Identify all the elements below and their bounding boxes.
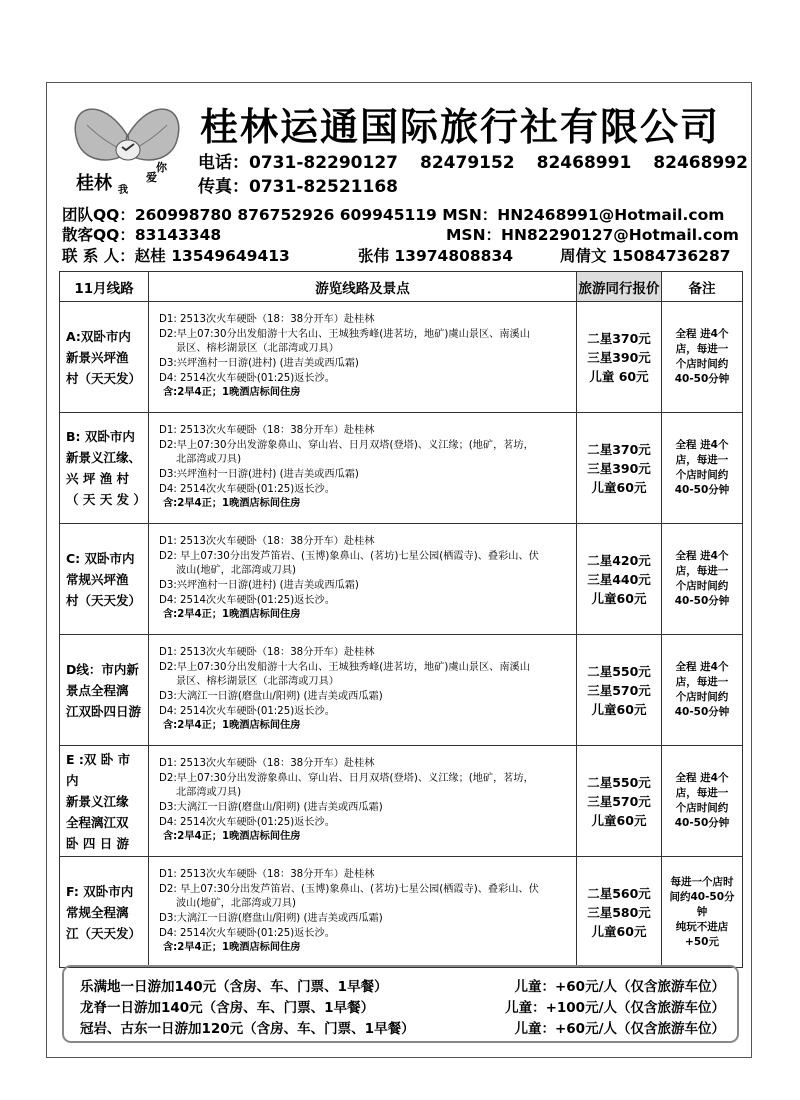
- route-name-line: 村（天天发）: [66, 592, 142, 608]
- table-row: [60, 413, 743, 524]
- note-line: 全程 进4个: [675, 661, 729, 673]
- extra-line: [80, 996, 725, 1016]
- company-name: 桂林运通国际旅行社有限公司: [200, 105, 721, 149]
- logo-sub-2: 爱: [146, 171, 157, 184]
- note-cell: [662, 857, 743, 968]
- itinerary-line: D3:兴坪渔村一日游(进村) (进吉美或西瓜霜): [159, 580, 359, 591]
- route-cell: [60, 635, 149, 746]
- fax-label: 传真：: [198, 177, 249, 197]
- route-name-line: D线：市内新: [66, 661, 139, 677]
- note-line: 40-50分钟: [674, 706, 730, 718]
- note-line: 店，每进一: [675, 676, 729, 688]
- table-row: [60, 302, 743, 413]
- itinerary-line: D1: 2513次火车硬卧（18：38分开车）赴桂林: [159, 425, 375, 437]
- note-line: 间约40-50分钟: [669, 890, 735, 918]
- price-line: 三星390元: [587, 460, 651, 476]
- note-line: 全程 进4个: [675, 772, 729, 784]
- itinerary-line: D1: 2513次火车硬卧（18：38分开车）赴桂林: [159, 647, 375, 659]
- itinerary-cell: [149, 524, 577, 635]
- phone-1: 0731-82290127: [249, 153, 398, 173]
- route-name-line: F: 双卧市内: [66, 883, 134, 899]
- itinerary-cell: [149, 302, 577, 413]
- route-cell: [60, 524, 149, 635]
- itinerary-line: D2: 早上07:30分出发芦笛岩、(玉博)象鼻山、(茗坊)七星公园(栖霞寺)、叠彩山、伏: [159, 883, 539, 895]
- extra-line: [80, 975, 725, 995]
- itinerary-line: 波山(地矿，北部湾或刀具): [176, 565, 297, 577]
- route-name-line: 新景兴坪渔: [66, 349, 129, 365]
- route-cell: [60, 302, 149, 413]
- route-name-line: 卧 四 日 游: [66, 835, 130, 851]
- itinerary-line: D2:早上07:30分出发游象鼻山、穿山岩、日月双塔(登塔)、义江缘；(地矿，茗坊，: [159, 772, 534, 784]
- tour-table: [59, 271, 743, 968]
- itinerary-line: D1: 2513次火车硬卧（18：38分开车）赴桂林: [159, 758, 375, 770]
- itinerary-line: 含:2早4正；1晚酒店标间住房: [163, 498, 301, 510]
- price-line: 儿童60元: [591, 812, 647, 828]
- scatter-qq: 散客QQ：83143348: [62, 226, 222, 244]
- itinerary-line: D3:大漓江一日游(磨盘山/阳朔) (进吉美或西瓜霜): [159, 691, 383, 702]
- itinerary-line: 北部湾或刀具): [176, 787, 242, 799]
- price-cell: [577, 524, 662, 635]
- itinerary-line: 含:2早4正；1晚酒店标间住房: [163, 831, 301, 843]
- price-line: 二星370元: [587, 441, 651, 457]
- itinerary-line: D3:大漓江一日游(磨盘山/阳朔) (进吉美或西瓜霜): [159, 913, 383, 924]
- note-line: 全程 进4个: [675, 550, 729, 562]
- itinerary-line: D4: 2514次火车硬卧(01:25)返长沙。: [159, 927, 335, 939]
- itinerary-line: D3:兴坪渔村一日游(进村) (进吉美或西瓜霜): [159, 358, 359, 369]
- itinerary-line: D4: 2514次火车硬卧(01:25)返长沙。: [159, 705, 335, 717]
- extras-box: [62, 965, 739, 1043]
- fax-line: [198, 172, 420, 197]
- itinerary-cell: [149, 635, 577, 746]
- note-cell: [662, 302, 743, 413]
- price-line: 儿童60元: [591, 923, 647, 939]
- extra-tour: 龙脊一日游加140元（含房、车、门票、1早餐）: [80, 1000, 375, 1016]
- table-row: [60, 524, 743, 635]
- itinerary-line: D2:早上07:30分出发船游十大名山、王城独秀峰(进茗坊，地矿)虞山景区、南溪山: [159, 328, 530, 340]
- itinerary-cell: [149, 746, 577, 857]
- fax-number: 0731-82521168: [249, 177, 398, 197]
- phone-label: 电话：: [198, 153, 249, 173]
- note-line: 40-50分钟: [674, 817, 730, 829]
- itinerary-cell: [149, 857, 577, 968]
- note-line: 40-50分钟: [674, 595, 730, 607]
- contact-person-3: 周倩文 15084736287: [560, 247, 731, 265]
- phone-3: 82468991: [536, 153, 632, 173]
- note-cell: [662, 524, 743, 635]
- itinerary-line: 景区、榕杉湖景区（北部湾或刀具）: [176, 343, 339, 355]
- note-line: 全程 进4个: [675, 439, 729, 451]
- extra-tour: 乐满地一日游加140元（含房、车、门票、1早餐）: [80, 979, 388, 995]
- msn-2: MSN：HN82290127@Hotmail.com: [446, 226, 739, 244]
- note-line: 全程 进4个: [675, 328, 729, 340]
- price-line: 三星580元: [587, 904, 651, 920]
- price-cell: [577, 746, 662, 857]
- price-line: 儿童60元: [591, 590, 647, 606]
- phone-line: [198, 148, 770, 173]
- itinerary-line: 含:2早4正；1晚酒店标间住房: [163, 609, 301, 621]
- route-name-line: A:双卧市内: [66, 328, 131, 344]
- price-cell: [577, 635, 662, 746]
- price-line: 二星420元: [587, 552, 651, 568]
- route-name-line: 新景义江缘: [66, 793, 129, 809]
- route-name-line: 常规全程漓: [66, 904, 129, 920]
- route-cell: [60, 746, 149, 857]
- itinerary-line: D4: 2514次火车硬卧(01:25)返长沙。: [159, 594, 335, 606]
- extra-child-price: 儿童：+60元/人（仅含旅游车位）: [514, 1021, 725, 1037]
- itinerary-line: 北部湾或刀具): [176, 454, 242, 466]
- itinerary-line: 波山(地矿，北部湾或刀具): [176, 898, 297, 910]
- route-name-line: 新景义江缘、: [66, 450, 142, 465]
- route-name-line: （ 天 天 发 ）: [66, 492, 146, 507]
- phone-2: 82479152: [420, 153, 515, 173]
- note-line: 店，每进一: [675, 343, 729, 355]
- price-line: 儿童 60元: [589, 368, 649, 384]
- itinerary-line: D1: 2513次火车硬卧（18：38分开车）赴桂林: [159, 314, 375, 326]
- table-row: [60, 635, 743, 746]
- table-row: [60, 746, 743, 857]
- contact-person-1: 联 系 人：赵桂 13549649413: [62, 247, 290, 265]
- table-row: [60, 857, 743, 968]
- itinerary-line: D4: 2514次火车硬卧(01:25)返长沙。: [159, 816, 335, 828]
- itinerary-line: 含:2早4正；1晚酒店标间住房: [163, 942, 301, 954]
- team-qq-line: 团队QQ：260998780 876752926 609945119 MSN：HN2468991@Hotmail.com: [62, 206, 725, 224]
- logo-sub-1: 我: [118, 185, 128, 196]
- extra-child-price: 儿童：+100元/人（仅含旅游车位）: [505, 1000, 725, 1016]
- note-line: 40-50分钟: [674, 484, 730, 496]
- itinerary-line: D4: 2514次火车硬卧(01:25)返长沙。: [159, 372, 335, 384]
- note-cell: [662, 413, 743, 524]
- price-line: 二星550元: [587, 663, 651, 679]
- itinerary-line: D4: 2514次火车硬卧(01:25)返长沙。: [159, 483, 335, 495]
- note-cell: [662, 746, 743, 857]
- note-line: 店，每进一: [675, 565, 729, 577]
- butterfly-logo: [62, 95, 192, 195]
- extra-tour: 冠岩、古东一日游加120元（含房、车、门票、1早餐）: [80, 1021, 415, 1037]
- note-line: 个店时间约: [675, 691, 729, 703]
- note-line: 个店时间约: [675, 358, 729, 370]
- route-name-line: 全程漓江双: [66, 814, 129, 830]
- itinerary-line: 含:2早4正；1晚酒店标间住房: [163, 387, 301, 399]
- note-line: 店，每进一: [675, 787, 729, 799]
- route-name-line: 常规兴坪渔: [66, 571, 129, 587]
- note-line: 个店时间约: [675, 802, 729, 814]
- route-name-line: 村（天天发）: [66, 370, 142, 386]
- route-name-line: E :双 卧 市 内: [66, 751, 131, 788]
- route-cell: [60, 857, 149, 968]
- price-line: 三星570元: [587, 682, 651, 698]
- note-line: 每进一个店时: [670, 875, 734, 888]
- route-name-line: 景点全程漓: [66, 682, 129, 698]
- table-header-row: [60, 272, 743, 302]
- price-line: 三星440元: [587, 571, 651, 587]
- contact-person-2: 张伟 13974808834: [358, 247, 514, 265]
- route-name-line: 兴 坪 渔 村: [66, 471, 130, 486]
- itinerary-line: D3:大漓江一日游(磨盘山/阳朔) (进吉美或西瓜霜): [159, 802, 383, 813]
- note-line: 个店时间约: [675, 469, 729, 481]
- itinerary-line: 含:2早4正；1晚酒店标间住房: [163, 720, 301, 732]
- price-cell: [577, 302, 662, 413]
- itinerary-line: 景区、榕杉湖景区（北部湾或刀具）: [176, 676, 339, 688]
- extra-line: [80, 1017, 725, 1037]
- price-line: 三星390元: [587, 349, 651, 365]
- header-price: 旅游同行报价: [577, 272, 662, 302]
- price-line: 三星570元: [587, 793, 651, 809]
- note-line: 40-50分钟: [674, 373, 730, 385]
- price-line: 儿童60元: [591, 479, 647, 495]
- logo-text: 桂林: [76, 173, 112, 194]
- route-name-line: 江（天天发）: [66, 925, 142, 941]
- itinerary-line: D1: 2513次火车硬卧（18：38分开车）赴桂林: [159, 536, 375, 548]
- itinerary-line: D2:早上07:30分出发船游十大名山、王城独秀峰(进茗坊，地矿)虞山景区、南溪山: [159, 661, 530, 673]
- header-note: 备注: [662, 272, 743, 302]
- price-line: 儿童60元: [591, 701, 647, 717]
- route-cell: [60, 413, 149, 524]
- note-line: 个店时间约: [675, 580, 729, 592]
- route-name-line: C: 双卧市内: [66, 550, 135, 566]
- price-cell: [577, 857, 662, 968]
- itinerary-cell: [149, 413, 577, 524]
- price-line: 二星550元: [587, 774, 651, 790]
- price-line: 二星370元: [587, 330, 651, 346]
- note-line: 店，每进一: [675, 454, 729, 466]
- header-route: 11月线路: [60, 272, 149, 302]
- header-itinerary: 游览线路及景点: [149, 272, 577, 302]
- note-cell: [662, 635, 743, 746]
- phone-4: 82468992: [653, 153, 748, 173]
- itinerary-line: D1: 2513次火车硬卧（18：38分开车）赴桂林: [159, 869, 375, 881]
- itinerary-line: D2:早上07:30分出发游象鼻山、穿山岩、日月双塔(登塔)、义江缘；(地矿，茗坊，: [159, 439, 534, 451]
- note-line: 纯玩不进店+50元: [675, 920, 729, 948]
- price-line: 二星560元: [587, 885, 651, 901]
- logo-sub-3: 你: [156, 161, 167, 174]
- route-name-line: B: 双卧市内: [66, 429, 135, 444]
- extra-child-price: 儿童：+60元/人（仅含旅游车位）: [514, 979, 725, 995]
- price-cell: [577, 413, 662, 524]
- itinerary-line: D3:兴坪渔村一日游(进村) (进吉美或西瓜霜): [159, 469, 359, 480]
- itinerary-line: D2: 早上07:30分出发芦笛岩、(玉博)象鼻山、(茗坊)七星公园(栖霞寺)、叠彩山、伏: [159, 550, 539, 562]
- route-name-line: 江双卧四日游: [66, 703, 142, 719]
